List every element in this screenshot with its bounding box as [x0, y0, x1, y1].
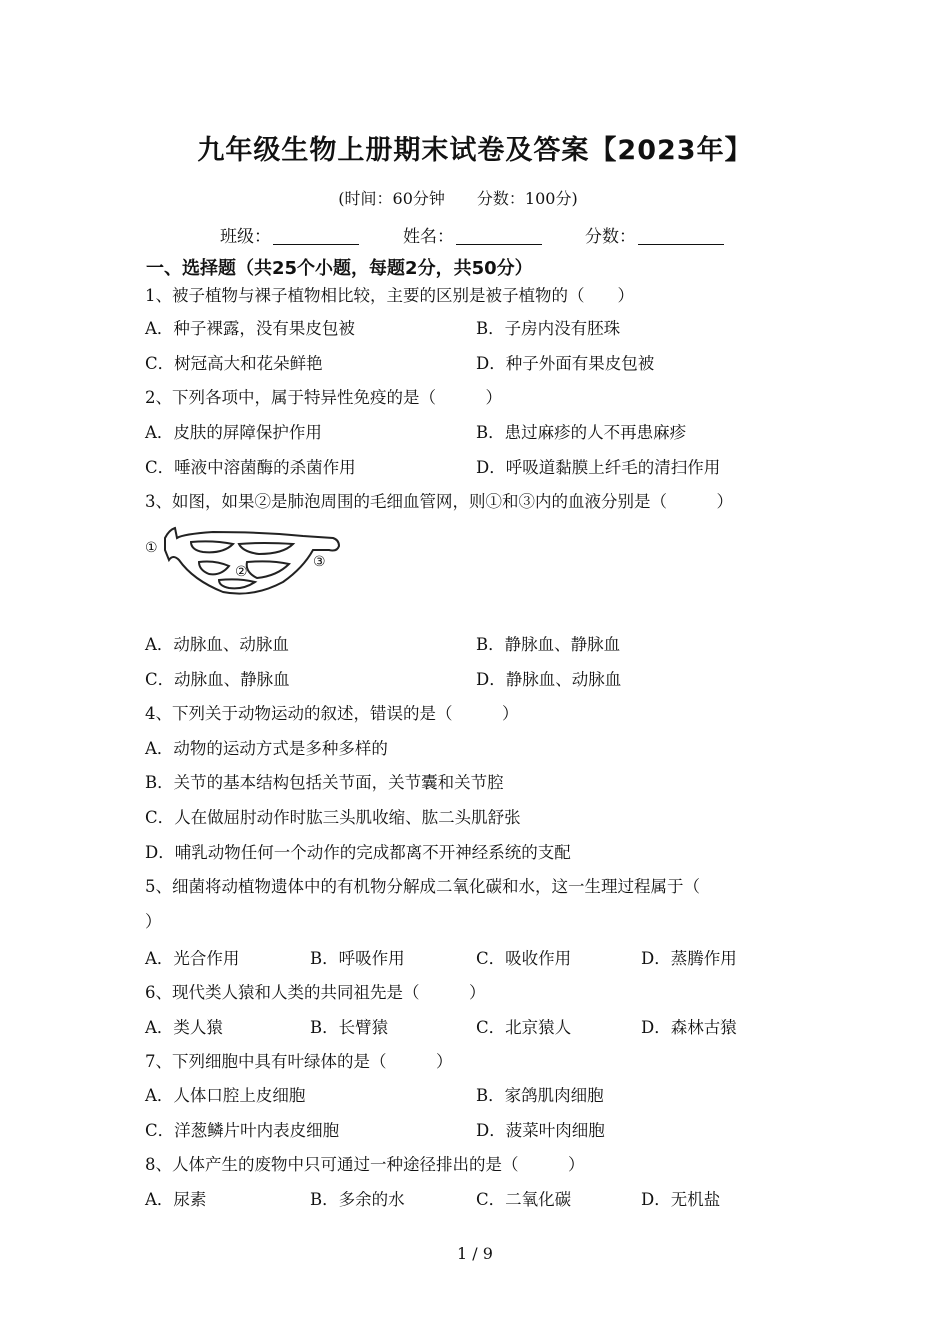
class-label: 班级：	[220, 227, 271, 247]
question-7-option-b: B．家鸽肌肉细胞	[476, 1086, 604, 1105]
question-2-option-c: C．唾液中溶菌酶的杀菌作用	[145, 458, 356, 477]
question-1-option-a: A．种子裸露，没有果皮包被	[145, 319, 355, 338]
question-2-option-d: D．呼吸道黏膜上纤毛的清扫作用	[476, 458, 721, 477]
question-1-option-c: C．树冠高大和花朵鲜艳	[145, 354, 323, 373]
capillary-network-figure	[143, 520, 343, 602]
class-field	[220, 222, 359, 247]
question-2-stem: 2、下列各项中，属于特异性免疫的是（ ）	[145, 388, 502, 407]
question-5-option-a: A．光合作用	[145, 949, 240, 968]
page-number: 1 / 9	[457, 1244, 493, 1263]
question-5-stem: 5、细菌将动植物遗体中的有机物分解成二氧化碳和水，这一生理过程属于（	[145, 877, 700, 896]
question-8-stem: 8、人体产生的废物中只可通过一种途径排出的是（ ）	[145, 1155, 585, 1174]
question-8-option-b: B．多余的水	[310, 1190, 405, 1209]
section-heading: 一、选择题（共25个小题，每题2分，共50分）	[146, 258, 533, 279]
question-4-option-b: B．关节的基本结构包括关节面，关节囊和关节腔	[145, 773, 504, 792]
score-label: 分数：	[585, 227, 636, 247]
name-label: 姓名：	[403, 227, 454, 247]
score-field	[585, 222, 724, 247]
question-3-option-c: C．动脉血、静脉血	[145, 670, 290, 689]
question-2-option-a: A．皮肤的屏障保护作用	[145, 423, 322, 442]
question-3-option-d: D．静脉血、动脉血	[476, 670, 622, 689]
name-blank[interactable]	[456, 226, 542, 245]
question-7-option-d: D．菠菜叶肉细胞	[476, 1121, 605, 1140]
question-7-option-c: C．洋葱鳞片叶内表皮细胞	[145, 1121, 340, 1140]
question-2-option-b: B．患过麻疹的人不再患麻疹	[476, 423, 687, 442]
question-8-option-c: C．二氧化碳	[476, 1190, 572, 1209]
question-6-option-b: B．长臂猿	[310, 1018, 389, 1037]
question-6-stem: 6、现代类人猿和人类的共同祖先是（ ）	[145, 983, 486, 1002]
question-1-option-b: B．子房内没有胚珠	[476, 319, 621, 338]
class-blank[interactable]	[273, 226, 359, 245]
figure-label-2: ②	[235, 564, 248, 580]
question-6-option-d: D．森林古猿	[641, 1018, 737, 1037]
score-blank[interactable]	[638, 226, 724, 245]
question-5-stem-continued: ）	[145, 912, 162, 931]
question-5-option-c: C．吸收作用	[476, 949, 572, 968]
exam-time-score: (时间：60分钟 分数：100分)	[338, 189, 578, 208]
question-1-stem: 1、被子植物与裸子植物相比较，主要的区别是被子植物的（ ）	[145, 286, 634, 305]
question-8-option-d: D．无机盐	[641, 1190, 721, 1209]
question-3-option-a: A．动脉血、动脉血	[145, 635, 289, 654]
question-4-option-d: D．哺乳动物任何一个动作的完成都离不开神经系统的支配	[145, 843, 571, 862]
question-7-stem: 7、下列细胞中具有叶绿体的是（ ）	[145, 1052, 453, 1071]
question-5-option-d: D．蒸腾作用	[641, 949, 737, 968]
question-6-option-a: A．类人猿	[145, 1018, 223, 1037]
question-3-stem: 3、如图，如果②是肺泡周围的毛细血管网，则①和③内的血液分别是（ ）	[145, 492, 733, 511]
name-field	[403, 222, 542, 247]
question-5-option-b: B．呼吸作用	[310, 949, 405, 968]
question-4-option-c: C．人在做屈肘动作时肱三头肌收缩、肱二头肌舒张	[145, 808, 521, 827]
question-3-option-b: B．静脉血、静脉血	[476, 635, 621, 654]
page-title: 九年级生物上册期末试卷及答案【2023年】	[197, 135, 753, 166]
question-1-option-d: D．种子外面有果皮包被	[476, 354, 655, 373]
question-4-option-a: A．动物的运动方式是多种多样的	[145, 739, 388, 758]
figure-label-1: ①	[145, 540, 158, 556]
question-4-stem: 4、下列关于动物运动的叙述，错误的是（ ）	[145, 704, 519, 723]
question-8-option-a: A．尿素	[145, 1190, 207, 1209]
question-7-option-a: A．人体口腔上皮细胞	[145, 1086, 306, 1105]
question-6-option-c: C．北京猿人	[476, 1018, 572, 1037]
figure-label-3: ③	[313, 554, 326, 570]
